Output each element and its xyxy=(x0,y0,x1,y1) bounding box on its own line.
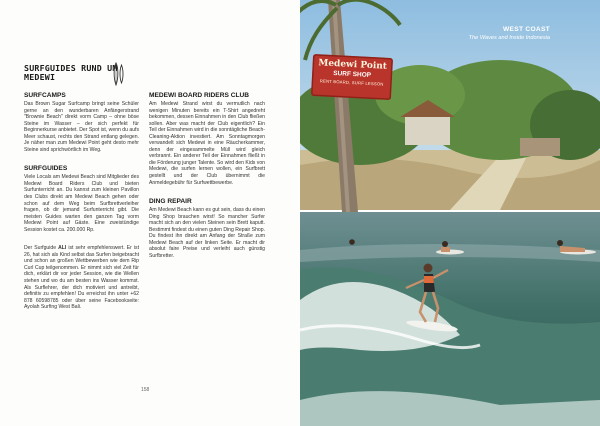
club-heading: MEDEWI BOARD RIDERS CLUB xyxy=(149,92,250,99)
surfboard-icon xyxy=(112,62,126,86)
section-title: SURFGUIDES RUND UM MEDEWI xyxy=(24,63,118,82)
surf-shop-sign xyxy=(312,56,392,98)
surfguides-heading: SURFGUIDES xyxy=(24,165,68,173)
sign-line-3: RENT BOARD, SURF LESSON xyxy=(319,78,384,87)
surfcamps-text: Das Brown Sugar Surfcamp bringt seine Schüler gerne an den wunderbaren Anfängerstrand "Brownie Beach" direkt vorm Camp – ohne böse Steine im Wasser – der sich perfekt für Beginnerkurse anbietet. Der Spot ist, wenn du aufs Meer schaust, rechts den Strand entlang gelegen. Je näher man zum Medewi Point geht desto mehr Steine sind sprichwörtlich im Weg. xyxy=(24,101,139,153)
photo-caption xyxy=(469,26,550,41)
caption-title: WEST COAST xyxy=(503,26,550,33)
surfcamps-heading: SURFCAMPS xyxy=(24,92,66,99)
sign-line-1: Medewi Point xyxy=(318,58,388,72)
column-right xyxy=(149,92,265,271)
sign-line-2: SURF SHOP xyxy=(333,70,372,79)
ali-text-post: ist sehr empfehlenswert. Er ist 26, hat sich als Kind selbst das Surfen beigebracht und schon an großen Wettbewerben wie dem Rip Curl Cup teilgenommen. Er nimmt sich viel Zeit für dich, erklärt dir vor jeder Session, wie die Wellen stehen und wo du am besten ins Wasser kommst. Als Surflehrer, der dich motiviert und antreibt, definitiv zu empfehlen! Du erreichst ihn unter +62 878 60598785 oder über seine Facebookseite: Ayolah Surfing West Bali. xyxy=(24,245,140,311)
section-header xyxy=(24,64,124,82)
surfguide-ali-text xyxy=(24,245,139,310)
club-text: Am Medewi Strand wirst du vermutlich nach wenigen Minuten bereits ein T-Shirt angedreht bekommen, dessen Einnahmen in den Club fließen sollen. Aber was macht der Club eigentlich? Ein Teil der Einnahmen wird in die sonntägliche Beach-Cleaning-Aktion investiert. Am Sonntagmorgen verwandelt sich Medewi in eine Räucherkammer, denn der eingesammelte Müll wird gleich verbrannt. Ein anderer Teil der Einnahmen fließt in die Förderung junger Talente. So wird den Kids von Medewi, die surfen lernen wollen, ein Surfbrett gestellt und der Club übernimmt die Anmeldegebühr für Surfwettbewerbe. xyxy=(149,101,265,186)
caption-subtitle: The Waves and Inside Indonesia xyxy=(468,35,550,41)
ali-name: ALI xyxy=(58,245,67,252)
ding-heading: DING REPAIR xyxy=(149,198,192,206)
surfguides-text: Viele Locals am Medewi Beach sind Mitglieder des Medewi Board Riders Club und bieten Surfunterricht an. Du kannst zum kleinen Pavillon des Clubs direkt am Medewi Beach gehen oder schon auf dem Weg beim Surfbrettverleiher fragen, ob dir jemand Surfunterricht gibt. Die meisten Guides warten den ganzen Tag vorm Medewi Point auf Gäste. Eine zweistündige Session kostet ca. 200.000 Rp. xyxy=(24,174,139,233)
sign-board xyxy=(311,54,393,100)
ali-text-pre: Der Surfguide xyxy=(24,245,59,252)
page-number: 158 xyxy=(141,387,150,393)
column-left xyxy=(24,92,139,323)
ding-text: Am Medewi Beach kann es gut sein, dass du einen Ding Shop brauchen wirst! So mancher Surfer macht sich an den vielen Steinen sein Brett kaputt. Bestimmt findest du einen guten Ding Repair Shop. Du findest ihn direkt am Anfang der Straße zum Medewi Beach auf der linken Seite. Er macht dir absolut faire Preise und verleiht auch günstig Surfbretter. xyxy=(149,207,265,259)
